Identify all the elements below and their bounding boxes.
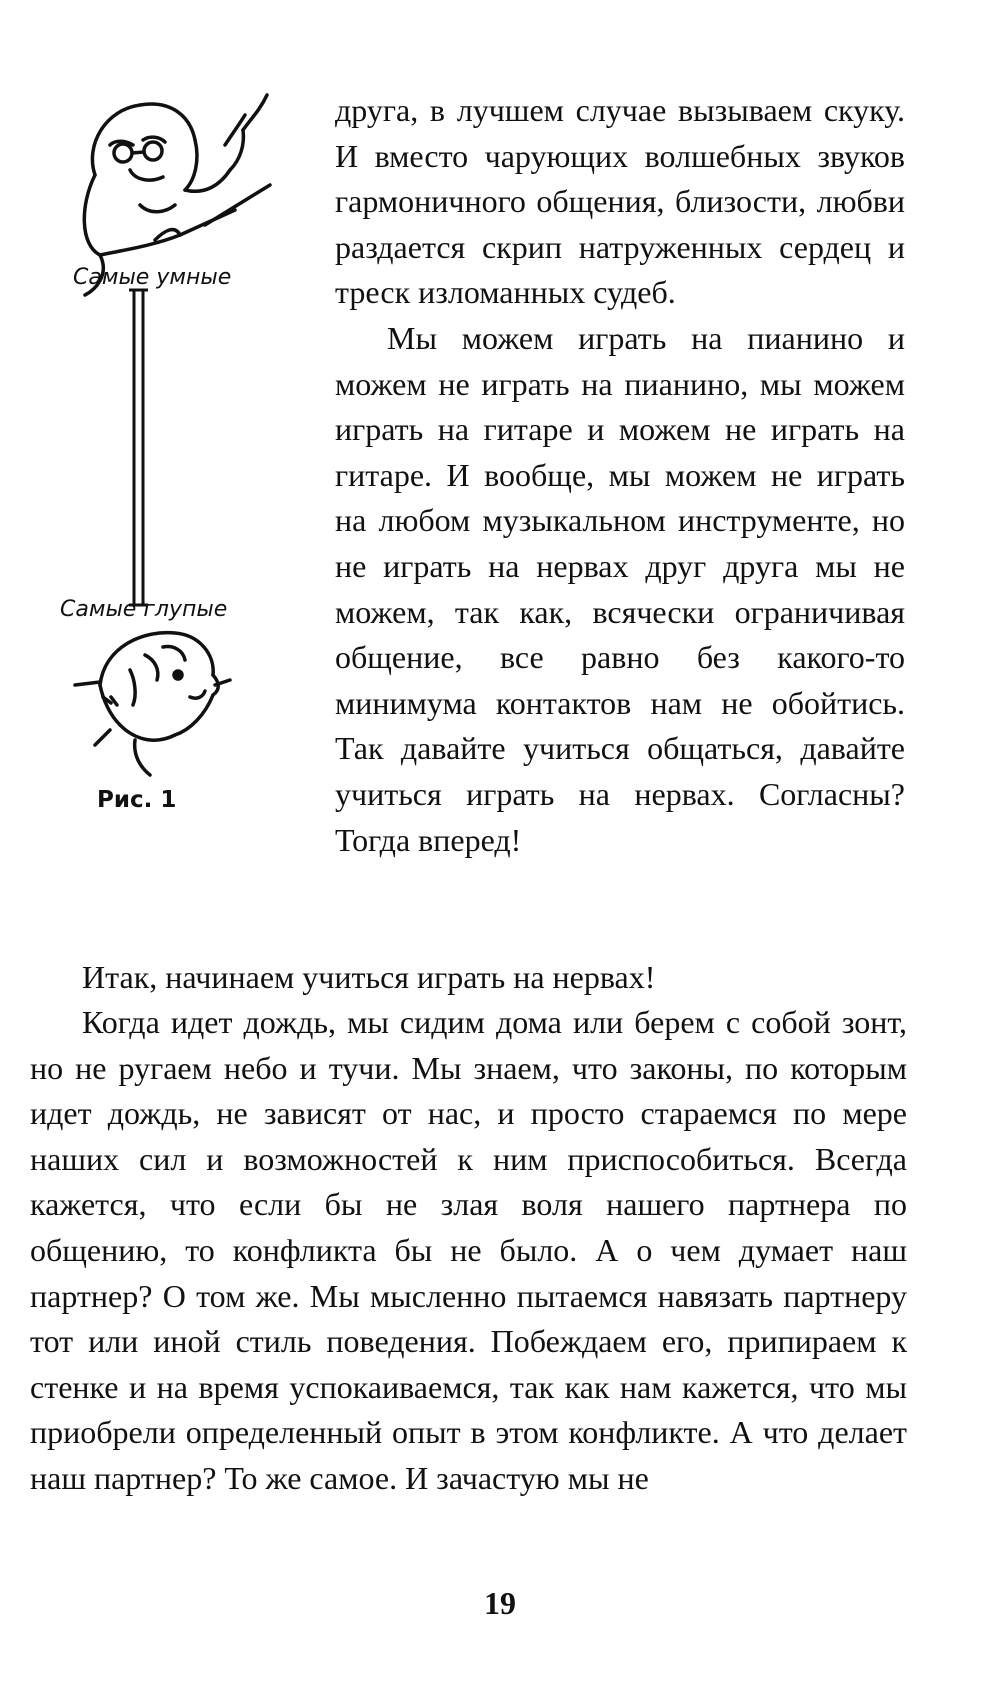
label-smartest: Самые умные — [73, 265, 232, 290]
paragraph-4: Когда идет дождь, мы сидим дома или берем с собой зонт, но не ругаем небо и тучи. Мы знаем, что законы, по которым идет дождь, не зависят от нас, и просто стараемся по мере наших сил и возможностей к ним приспособиться. Всегда кажется, что если бы не злая воля нашего партнера по общению, то конфликта бы не было. А о чем думает наш партнер? О том же. Мы мысленно пытаемся навязать партнеру тот или иной стиль поведения. Побеждаем его, припираем к стенке и на время успокаиваемся, так как нам кажется, что мы приобрели определенный опыт в этом конфликте. А что делает наш партнер? То же самое. И зачастую мы не — [30, 1004, 907, 1496]
figure-drawing — [55, 85, 295, 875]
figure-caption: Рис. 1 — [97, 787, 177, 813]
paragraph-2: Мы можем играть на пианино и можем не играть на пианино, мы можем играть на гитаре и можем не играть на гитаре. И вообще, мы можем не играть на любом музыкальном инструменте, но не играть на нервах друг друга мы не можем, так как, всячески ограничивая общение, все равно без какого-то минимума контактов нам не обойтись. Так давайте учиться общаться, давайте учиться играть на нервах. Согласны? Тогда вперед! — [335, 319, 905, 858]
label-dumbest: Самые глупые — [60, 597, 228, 622]
paragraph-1: друга, в лучшем случае вызываем скуку. И вместо чарующих волшебных звуков гармоничного общения, близости, любви раздается скрип натруженных сердец и треск изломанных судеб. — [335, 92, 905, 311]
paragraph-3: Итак, начинаем учиться играть на нервах! — [82, 959, 656, 995]
figure-1 — [55, 85, 295, 875]
page-number: 19 — [484, 1585, 516, 1621]
right-column-text — [335, 88, 905, 863]
head-illustration — [75, 633, 230, 775]
scale-line — [129, 290, 148, 605]
